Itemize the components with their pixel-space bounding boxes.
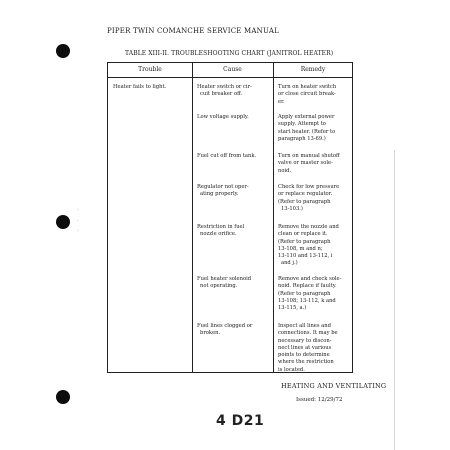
column-divider bbox=[273, 63, 274, 372]
cause-cell: Restriction in fuel nozzle orifice. bbox=[197, 224, 245, 238]
table-title: TABLE XIII-II. TROUBLESHOOTING CHART (JANITROL HEATER) bbox=[125, 50, 334, 57]
cause-cell: Fuel heater solenoid not operating. bbox=[197, 276, 252, 290]
cause-cell: Low voltage supply. bbox=[197, 114, 249, 120]
column-divider bbox=[192, 63, 193, 372]
section-footer: HEATING AND VENTILATING bbox=[281, 382, 387, 390]
scan-edge-line bbox=[394, 150, 395, 450]
trouble-cell: Heater fails to light. bbox=[113, 84, 167, 90]
remedy-cell: Remove the nozzle and clean or replace it. (Refer to paragraph 13-108, m and n; 13-110 and 13-112, i and j.) bbox=[278, 224, 339, 267]
binder-hole-bottom bbox=[56, 390, 70, 404]
remedy-cell: Apply external power supply. Attempt to start heater. (Refer to paragraph 13-69.) bbox=[278, 114, 336, 142]
cause-cell: Heater switch or cir- cuit breaker off. bbox=[197, 84, 252, 98]
troubleshooting-table bbox=[107, 62, 353, 373]
running-header: PIPER TWIN COMANCHE SERVICE MANUAL bbox=[107, 27, 279, 35]
fiche-number: 4 D21 bbox=[216, 413, 265, 429]
issued-date: Issued: 12/29/72 bbox=[296, 397, 343, 403]
cause-cell: Regulator not oper- ating properly. bbox=[197, 184, 249, 198]
remedy-cell: Turn on heater switch or close circuit break- er. bbox=[278, 84, 337, 105]
header-rule bbox=[108, 77, 352, 78]
column-header-cause: Cause bbox=[223, 66, 242, 73]
remedy-cell: Turn on manual shutoff valve or master sole- noid. bbox=[278, 153, 340, 174]
cause-cell: Fuel cut off from tank. bbox=[197, 153, 257, 159]
scan-speck: · bbox=[77, 207, 79, 213]
cause-cell: Fuel lines clogged or broken. bbox=[197, 323, 253, 337]
remedy-cell: Remove and check sole- noid. Replace if faulty. (Refer to paragraph 13-108; 13-112, k and 13-115, a.) bbox=[278, 276, 342, 312]
remedy-cell: Check for low pressure or replace regulator. (Refer to paragraph 13-103.) bbox=[278, 184, 340, 212]
scan-speck: · bbox=[77, 228, 79, 234]
column-header-trouble: Trouble bbox=[138, 66, 162, 73]
binder-hole-middle bbox=[56, 215, 70, 229]
remedy-cell: Inspect all lines and connections. It may be necessary to discon- nect lines at various points to determine where the restriction is located. bbox=[278, 323, 338, 373]
binder-hole-top bbox=[56, 44, 70, 58]
column-header-remedy: Remedy bbox=[300, 66, 326, 73]
scan-speck: · bbox=[77, 218, 79, 224]
